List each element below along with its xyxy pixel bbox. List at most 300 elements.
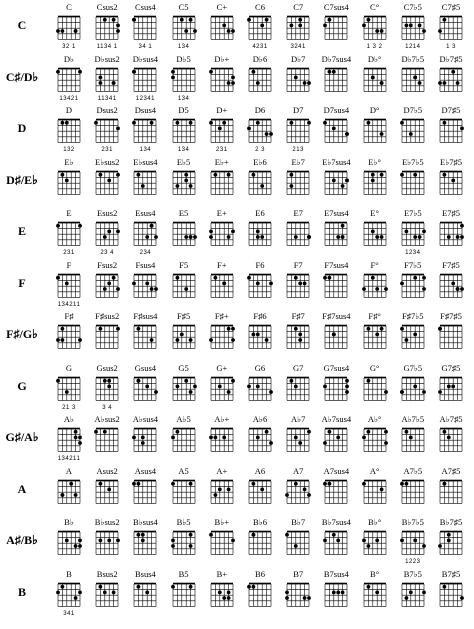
fretboard-diagram [285, 270, 311, 301]
chord-name: D7♯5 [441, 105, 461, 115]
fretboard-diagram [132, 270, 158, 301]
fretboard-diagram [400, 579, 426, 610]
row-root-label: C [17, 18, 27, 32]
fretboard-diagram [132, 64, 158, 95]
fretboard-diagram [247, 270, 273, 301]
chord-name: B♭sus2 [94, 517, 120, 527]
chord-name: D♭ [63, 53, 75, 64]
fretboard-diagram [56, 579, 82, 610]
chord-cell [396, 517, 430, 568]
fretboard-diagram [132, 476, 158, 507]
chord-cell [396, 54, 430, 105]
chord-name: A♭7♭5 [401, 414, 425, 424]
chord-cell [52, 260, 86, 311]
row-root-label: F [18, 275, 26, 290]
fretboard-diagram [171, 12, 197, 43]
chord-name: D♭+ [214, 53, 230, 64]
fretboard-diagram [323, 167, 349, 198]
fretboard-diagram [209, 12, 235, 43]
chord-cell [205, 517, 239, 568]
chord-row [0, 260, 474, 311]
fretboard-diagram [56, 373, 82, 404]
chord-name: C7♯5 [441, 2, 461, 12]
chord-name: Csus2 [96, 2, 118, 12]
chord-name: Dsus4 [134, 105, 157, 115]
chord-cell [434, 54, 468, 105]
chord-cell [205, 208, 239, 259]
chord-name: A♭sus4 [132, 414, 159, 424]
chord-cell [319, 208, 353, 259]
chord-cell [243, 363, 277, 414]
chord-name: Dsus2 [96, 105, 118, 115]
fretboard-diagram [56, 64, 82, 95]
chord-cell [128, 363, 162, 414]
fretboard-diagram [209, 64, 235, 95]
chord-cell [243, 311, 277, 362]
finger-numbers: 4231 [252, 44, 268, 50]
chord-name: D [65, 105, 73, 115]
chord-name: F♯5 [176, 311, 191, 321]
chord-cell [281, 414, 315, 465]
chord-name: E7♭5 [403, 208, 422, 218]
chord-name: B5 [178, 568, 189, 579]
fretboard-diagram [209, 167, 235, 198]
chord-name: E+ [216, 208, 227, 218]
fretboard-diagram [400, 373, 426, 404]
chord-cell [281, 260, 315, 311]
chord-cell [52, 414, 86, 465]
finger-numbers: 12341 [135, 95, 155, 102]
finger-numbers: 23 4 [100, 250, 115, 256]
chord-row [0, 105, 474, 156]
finger-numbers: 1214 [405, 44, 421, 50]
chord-name: B♭5 [176, 517, 191, 527]
fretboard-diagram [285, 579, 311, 610]
chord-name: D7sus4 [323, 105, 350, 115]
chord-cell [167, 414, 201, 465]
finger-numbers: 1 3 [446, 44, 456, 50]
chord-cell [434, 208, 468, 259]
chord-cell [281, 157, 315, 208]
chord-name: F♯ [64, 311, 74, 321]
chord-name: Fsus2 [97, 259, 118, 270]
chord-cell [243, 2, 277, 53]
fretboard-diagram [285, 476, 311, 507]
chord-cell [434, 105, 468, 156]
chord-name: B♭6 [253, 517, 267, 527]
fretboard-diagram [247, 373, 273, 404]
fretboard-diagram [323, 527, 349, 558]
chord-cell [281, 2, 315, 53]
chord-cell [358, 2, 392, 53]
row-root-label: D♯/E♭ [6, 172, 38, 187]
chord-name: Esus4 [135, 208, 156, 218]
chord-cell [128, 569, 162, 620]
fretboard-diagram [400, 12, 426, 43]
chord-cell [128, 208, 162, 259]
row-root-label: B [17, 584, 26, 599]
fretboard-diagram [323, 579, 349, 610]
fretboard-diagram [323, 321, 349, 352]
chord-name: A♭sus2 [94, 414, 120, 424]
finger-numbers: 1234 [405, 250, 421, 256]
fretboard-diagram [56, 424, 82, 455]
fretboard-diagram [132, 12, 158, 43]
row-root-label: A [17, 481, 27, 496]
chord-cell [167, 466, 201, 517]
finger-numbers: 3 4 [102, 404, 113, 411]
row-root-label: A♯/B♭ [6, 533, 38, 547]
fretboard-diagram [132, 218, 158, 249]
fretboard-diagram [171, 218, 197, 249]
chord-name: D° [369, 105, 380, 115]
fretboard-diagram [94, 12, 120, 43]
chord-cell [167, 2, 201, 53]
chord-name: E♭+ [214, 156, 229, 167]
finger-numbers: 134 [177, 147, 190, 153]
chord-cell [52, 157, 86, 208]
chord-cell [167, 208, 201, 259]
chord-name: C6 [255, 2, 265, 12]
fretboard-diagram [94, 64, 120, 95]
row-root-label: D [17, 121, 27, 135]
chord-cell [358, 260, 392, 311]
chord-name: B♭+ [214, 517, 230, 527]
chord-name: B° [370, 568, 380, 579]
chord-cell [243, 208, 277, 259]
chord-name: D♭sus2 [94, 53, 120, 64]
finger-numbers: 3241 [290, 44, 306, 50]
chord-name: E7sus4 [324, 208, 349, 218]
chord-name: C7 [293, 2, 304, 12]
chord-name: B+ [216, 568, 228, 579]
chord-name: A♭ [63, 414, 75, 424]
finger-numbers: 134211 [57, 456, 81, 462]
finger-numbers: 11341 [97, 95, 117, 102]
chord-cell [319, 157, 353, 208]
chord-name: A7♭5 [403, 465, 423, 476]
chord-name: F♯7 [291, 311, 305, 321]
chord-name: Bsus4 [134, 568, 156, 579]
fretboard-diagram [171, 424, 197, 455]
fretboard-diagram [132, 373, 158, 404]
chord-name: A6 [254, 465, 266, 476]
chord-cell [90, 363, 124, 414]
chord-cell [358, 208, 392, 259]
fretboard-diagram [171, 167, 197, 198]
chord-cell [434, 466, 468, 517]
fretboard-diagram [438, 64, 464, 95]
fretboard-diagram [400, 476, 426, 507]
fretboard-diagram [438, 270, 464, 301]
fretboard-diagram [56, 270, 82, 301]
chord-cell [90, 517, 124, 568]
chord-cell [90, 54, 124, 105]
fretboard-diagram [247, 579, 273, 610]
chord-name: A♭7♯5 [439, 414, 463, 424]
chord-cell [52, 363, 86, 414]
fretboard-diagram [56, 167, 82, 198]
chord-name: D5 [178, 105, 189, 115]
fretboard-diagram [362, 115, 388, 146]
fretboard-diagram [56, 12, 82, 43]
fretboard-diagram [171, 321, 197, 352]
chord-cell [205, 414, 239, 465]
chord-cell [243, 157, 277, 208]
chord-name: B♭7 [291, 517, 306, 527]
chord-cell [52, 105, 86, 156]
chord-name: D♭7♯5 [439, 53, 463, 64]
chord-cell [243, 414, 277, 465]
chord-cell [396, 363, 430, 414]
chord-cell [358, 517, 392, 568]
chord-cell [319, 311, 353, 362]
fretboard-diagram [132, 579, 158, 610]
fretboard-diagram [438, 115, 464, 146]
finger-numbers: 1223 [405, 559, 421, 565]
chord-cell [52, 2, 86, 53]
chord-name: F7sus4 [324, 259, 349, 270]
chord-name: D7 [292, 105, 304, 115]
chord-name: Asus2 [96, 465, 118, 476]
chord-name: E♭7♯5 [440, 156, 462, 167]
chord-row [0, 157, 474, 208]
chord-name: B♭ [64, 517, 74, 527]
fretboard-diagram [94, 218, 120, 249]
chord-cell [52, 311, 86, 362]
chord-name: D6 [254, 105, 266, 115]
row-root-label: G♯/A♭ [5, 430, 39, 444]
chord-name: B♭7sus4 [321, 517, 351, 527]
chord-name: E♭° [368, 156, 381, 167]
fretboard-diagram [438, 527, 464, 558]
chord-name: F6 [255, 259, 265, 270]
finger-numbers: 234 [139, 250, 152, 256]
chord-name: Gsus4 [134, 362, 157, 373]
fretboard-diagram [171, 527, 197, 558]
chord-name: A7 [292, 465, 304, 476]
chord-name: A7♯5 [441, 465, 461, 476]
fretboard-diagram [362, 270, 388, 301]
fretboard-diagram [171, 579, 197, 610]
chord-name: A♭+ [214, 414, 230, 424]
chord-cell [396, 157, 430, 208]
fretboard-diagram [362, 218, 388, 249]
chord-cell [243, 569, 277, 620]
chord-name: G6 [254, 362, 266, 373]
fretboard-diagram [247, 424, 273, 455]
chord-name: F° [370, 259, 379, 270]
fretboard-diagram [132, 115, 158, 146]
fretboard-diagram [285, 167, 311, 198]
chord-cell [358, 466, 392, 517]
chord-cell [396, 311, 430, 362]
chord-cell [167, 260, 201, 311]
fretboard-diagram [209, 373, 235, 404]
finger-numbers: 132 [63, 147, 75, 153]
chord-cell [205, 2, 239, 53]
chord-row [0, 311, 474, 362]
chord-name: C+ [216, 2, 228, 12]
finger-numbers: 1134 1 [96, 44, 118, 50]
fretboard-diagram [285, 218, 311, 249]
finger-numbers: 231 [101, 147, 113, 153]
chord-row [0, 54, 474, 105]
chord-cell [319, 517, 353, 568]
chord-cell [90, 466, 124, 517]
chord-cell [319, 363, 353, 414]
chord-cell [396, 569, 430, 620]
chord-cell [205, 105, 239, 156]
chord-cell [243, 105, 277, 156]
chord-name: D♭7sus4 [321, 53, 352, 64]
chord-cell [281, 311, 315, 362]
chord-cell [358, 54, 392, 105]
chord-name: A5 [178, 465, 189, 476]
fretboard-diagram [209, 476, 235, 507]
finger-numbers: 34 1 [138, 44, 153, 50]
chord-cell [319, 414, 353, 465]
chord-cell [319, 105, 353, 156]
chord-cell [358, 363, 392, 414]
chord-name: Esus2 [97, 208, 118, 218]
fretboard-diagram [362, 424, 388, 455]
chord-name: C7sus4 [323, 2, 349, 12]
chord-cell [434, 414, 468, 465]
fretboard-diagram [209, 424, 235, 455]
fretboard-diagram [171, 373, 197, 404]
chord-name: A [65, 465, 73, 476]
chord-cell [205, 157, 239, 208]
fretboard-diagram [362, 167, 388, 198]
chord-name: A♭7sus4 [321, 414, 352, 424]
chord-cell [434, 517, 468, 568]
chord-name: D♭° [367, 53, 382, 64]
chord-cell [281, 105, 315, 156]
fretboard-diagram [323, 424, 349, 455]
chord-cell [128, 105, 162, 156]
fretboard-diagram [285, 115, 311, 146]
fretboard-diagram [247, 527, 273, 558]
chord-cell [205, 569, 239, 620]
chord-cell [205, 54, 239, 105]
fretboard-diagram [400, 115, 426, 146]
chord-name: G [65, 362, 73, 373]
chord-name: D♭sus4 [132, 53, 159, 64]
finger-numbers: 134211 [57, 301, 81, 308]
chord-cell [281, 466, 315, 517]
fretboard-diagram [400, 270, 426, 301]
chord-cell [281, 54, 315, 105]
fretboard-diagram [438, 218, 464, 249]
chord-name: B7♯5 [441, 568, 461, 579]
fretboard-diagram [285, 527, 311, 558]
chord-name: Gsus2 [96, 362, 118, 373]
chord-name: F♯° [368, 311, 381, 321]
fretboard-diagram [285, 64, 311, 95]
chord-name: E♭7sus4 [322, 156, 351, 167]
fretboard-diagram [94, 167, 120, 198]
fretboard-diagram [94, 270, 120, 301]
chord-cell [167, 517, 201, 568]
chord-name: B♭7♯5 [439, 517, 463, 527]
chord-name: A♭5 [176, 414, 191, 424]
fretboard-diagram [247, 476, 273, 507]
chord-cell [358, 105, 392, 156]
chord-cell [396, 414, 430, 465]
chord-cell [319, 466, 353, 517]
chord-name: E7 [293, 208, 303, 218]
chord-cell [90, 105, 124, 156]
chord-row [0, 414, 474, 465]
chord-name: A♭° [367, 414, 382, 424]
chord-cell [167, 363, 201, 414]
fretboard-diagram [171, 64, 197, 95]
chord-name: F♯sus4 [133, 311, 158, 321]
chord-name: D7♭5 [403, 105, 423, 115]
chord-name: F♯7sus4 [322, 311, 351, 321]
chord-cell [281, 363, 315, 414]
fretboard-diagram [247, 167, 273, 198]
chord-name: B♭7♭5 [401, 517, 424, 527]
chord-cell [52, 517, 86, 568]
chord-cell [128, 311, 162, 362]
chord-name: B6 [255, 568, 265, 579]
fretboard-diagram [400, 424, 426, 455]
chord-cell [281, 208, 315, 259]
chord-name: D♭6 [252, 53, 268, 64]
finger-numbers: 2 3 [255, 147, 265, 153]
chord-name: E♭6 [253, 156, 267, 167]
row-root-label: G [17, 378, 27, 393]
fretboard-diagram [285, 12, 311, 43]
chord-cell [167, 105, 201, 156]
fretboard-diagram [323, 476, 349, 507]
fretboard-diagram [400, 527, 426, 558]
fretboard-diagram [323, 270, 349, 301]
fretboard-diagram [94, 373, 120, 404]
fretboard-diagram [94, 579, 120, 610]
chord-name: Asus4 [134, 465, 157, 476]
fretboard-diagram [438, 12, 464, 43]
finger-numbers: 231 [216, 147, 228, 153]
fretboard-diagram [132, 424, 158, 455]
chord-name: E° [370, 208, 379, 218]
finger-numbers: 21 3 [62, 404, 76, 411]
fretboard-diagram [209, 115, 235, 146]
chord-cell [167, 157, 201, 208]
chord-name: C7♭5 [403, 2, 422, 12]
finger-numbers: 134 [177, 44, 190, 50]
chord-name: E♭sus2 [95, 156, 120, 167]
chord-cell [396, 208, 430, 259]
chord-cell [434, 311, 468, 362]
chord-cell [128, 2, 162, 53]
chord-name: A♭6 [252, 414, 268, 424]
chord-name: B♭° [368, 517, 382, 527]
fretboard-diagram [171, 115, 197, 146]
chord-name: D♭7 [290, 53, 306, 64]
chord-cell [281, 569, 315, 620]
fretboard-diagram [56, 321, 82, 352]
chord-cell [90, 569, 124, 620]
chord-name: B7♭5 [403, 568, 422, 579]
finger-numbers: 341 [63, 610, 75, 617]
fretboard-diagram [323, 373, 349, 404]
chord-name: E♭ [64, 156, 74, 167]
fretboard-diagram [94, 424, 120, 455]
chord-cell [396, 2, 430, 53]
